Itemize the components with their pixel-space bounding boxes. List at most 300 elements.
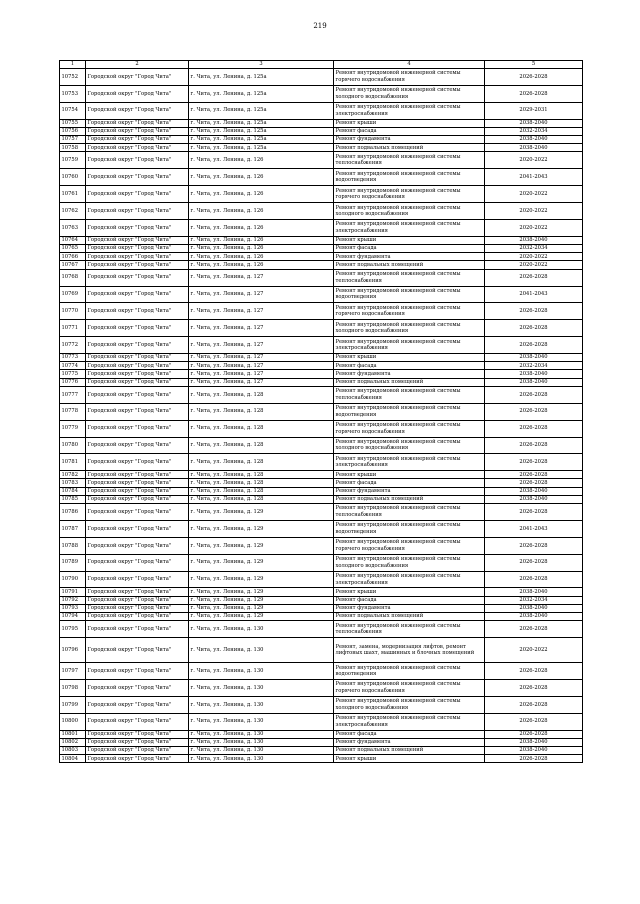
period-cell: 2026-2028: [485, 320, 583, 337]
municipality-cell: Городской округ "Город Чита": [86, 69, 189, 86]
row-number-cell: 10768: [60, 269, 86, 286]
work-type-cell: Ремонт крыши: [334, 236, 485, 244]
work-type-cell: Ремонт внутридомовой инженерной системы водоотведения: [334, 520, 485, 537]
table-row: [60, 245, 583, 253]
row-number-cell: 10766: [60, 253, 86, 261]
row-number-cell: 10760: [60, 169, 86, 186]
table-row: [60, 554, 583, 571]
address-cell: г. Чита, ул. Ленина, д. 125а: [189, 69, 334, 86]
work-type-cell: Ремонт внутридомовой инженерной системы электроснабжения: [334, 102, 485, 119]
period-cell: 2026-2028: [485, 663, 583, 680]
address-cell: г. Чита, ул. Ленина, д. 129: [189, 571, 334, 588]
period-cell: 2038-2040: [485, 378, 583, 386]
address-cell: г. Чита, ул. Ленина, д. 125а: [189, 85, 334, 102]
municipality-cell: Городской округ "Город Чита": [86, 504, 189, 521]
address-cell: г. Чита, ул. Ленина, д. 126: [189, 169, 334, 186]
table-row: [60, 236, 583, 244]
header-row: [60, 61, 583, 69]
row-number-cell: 10802: [60, 738, 86, 746]
table-row: [60, 755, 583, 763]
table-row: [60, 604, 583, 612]
work-type-cell: Ремонт внутридомовой инженерной системы холодного водоснабжения: [334, 437, 485, 454]
row-number-cell: 10790: [60, 571, 86, 588]
row-number-cell: 10754: [60, 102, 86, 119]
row-number-cell: 10765: [60, 245, 86, 253]
row-number-cell: 10796: [60, 638, 86, 663]
period-cell: 2038-2040: [485, 354, 583, 362]
table-row: [60, 386, 583, 403]
period-cell: 2038-2040: [485, 613, 583, 621]
address-cell: г. Чита, ул. Ленина, д. 126: [189, 236, 334, 244]
period-cell: 2032-2034: [485, 245, 583, 253]
table-row: [60, 320, 583, 337]
municipality-cell: Городской округ "Город Чита": [86, 152, 189, 169]
column-header: 5: [485, 61, 583, 69]
row-number-cell: 10788: [60, 537, 86, 554]
row-number-cell: 10778: [60, 403, 86, 420]
row-number-cell: 10757: [60, 136, 86, 144]
row-number-cell: 10752: [60, 69, 86, 86]
work-type-cell: Ремонт внутридомовой инженерной системы горячего водоснабжения: [334, 420, 485, 437]
municipality-cell: Городской округ "Город Чита": [86, 479, 189, 487]
table-row: [60, 303, 583, 320]
period-cell: 2020-2022: [485, 638, 583, 663]
municipality-cell: Городской округ "Город Чита": [86, 354, 189, 362]
period-cell: 2032-2034: [485, 127, 583, 135]
address-cell: г. Чита, ул. Ленина, д. 130: [189, 680, 334, 697]
address-cell: г. Чита, ул. Ленина, д. 130: [189, 738, 334, 746]
work-type-cell: Ремонт подвальных помещений: [334, 378, 485, 386]
period-cell: 2041-2043: [485, 286, 583, 303]
work-type-cell: Ремонт фундамента: [334, 253, 485, 261]
municipality-cell: Городской округ "Город Чита": [86, 136, 189, 144]
period-cell: 2038-2040: [485, 236, 583, 244]
municipality-cell: Городской округ "Город Чита": [86, 638, 189, 663]
address-cell: г. Чита, ул. Ленина, д. 125а: [189, 119, 334, 127]
municipality-cell: Городской округ "Город Чита": [86, 713, 189, 730]
table-row: [60, 621, 583, 638]
row-number-cell: 10786: [60, 504, 86, 521]
table-row: [60, 613, 583, 621]
work-type-cell: Ремонт фундамента: [334, 738, 485, 746]
table-row: [60, 186, 583, 203]
period-cell: 2041-2043: [485, 169, 583, 186]
row-number-cell: 10771: [60, 320, 86, 337]
period-cell: 2038-2040: [485, 119, 583, 127]
address-cell: г. Чита, ул. Ленина, д. 126: [189, 186, 334, 203]
work-type-cell: Ремонт фасада: [334, 730, 485, 738]
work-type-cell: Ремонт внутридомовой инженерной системы горячего водоснабжения: [334, 680, 485, 697]
work-type-cell: Ремонт крыши: [334, 471, 485, 479]
address-cell: г. Чита, ул. Ленина, д. 127: [189, 370, 334, 378]
row-number-cell: 10779: [60, 420, 86, 437]
work-type-cell: Ремонт внутридомовой инженерной системы холодного водоснабжения: [334, 696, 485, 713]
municipality-cell: Городской округ "Город Чита": [86, 119, 189, 127]
table-row: [60, 337, 583, 354]
municipality-cell: Городской округ "Город Чита": [86, 286, 189, 303]
work-type-cell: Ремонт внутридомовой инженерной системы холодного водоснабжения: [334, 85, 485, 102]
period-cell: 2041-2043: [485, 520, 583, 537]
table-row: [60, 403, 583, 420]
municipality-cell: Городской округ "Город Чита": [86, 261, 189, 269]
municipality-cell: Городской округ "Город Чита": [86, 303, 189, 320]
period-cell: 2020-2022: [485, 152, 583, 169]
address-cell: г. Чита, ул. Ленина, д. 129: [189, 596, 334, 604]
table-row: [60, 144, 583, 152]
row-number-cell: 10770: [60, 303, 86, 320]
row-number-cell: 10769: [60, 286, 86, 303]
table-row: [60, 504, 583, 521]
address-cell: г. Чита, ул. Ленина, д. 130: [189, 638, 334, 663]
address-cell: г. Чита, ул. Ленина, д. 129: [189, 554, 334, 571]
municipality-cell: Городской округ "Город Чита": [86, 755, 189, 763]
work-type-cell: Ремонт внутридомовой инженерной системы теплоснабжения: [334, 269, 485, 286]
work-type-cell: Ремонт внутридомовой инженерной системы горячего водоснабжения: [334, 303, 485, 320]
municipality-cell: Городской округ "Город Чита": [86, 253, 189, 261]
period-cell: 2038-2040: [485, 370, 583, 378]
work-type-cell: Ремонт фасада: [334, 362, 485, 370]
row-number-cell: 10759: [60, 152, 86, 169]
municipality-cell: Городской округ "Город Чита": [86, 747, 189, 755]
address-cell: г. Чита, ул. Ленина, д. 128: [189, 479, 334, 487]
table-row: [60, 437, 583, 454]
table-row: [60, 203, 583, 220]
period-cell: 2026-2028: [485, 454, 583, 471]
address-cell: г. Чита, ул. Ленина, д. 128: [189, 386, 334, 403]
municipality-cell: Городской округ "Город Чита": [86, 571, 189, 588]
municipality-cell: Городской округ "Город Чита": [86, 495, 189, 503]
table-row: [60, 85, 583, 102]
row-number-cell: 10762: [60, 203, 86, 220]
municipality-cell: Городской округ "Город Чита": [86, 613, 189, 621]
row-number-cell: 10799: [60, 696, 86, 713]
row-number-cell: 10803: [60, 747, 86, 755]
address-cell: г. Чита, ул. Ленина, д. 127: [189, 354, 334, 362]
work-type-cell: Ремонт внутридомовой инженерной системы горячего водоснабжения: [334, 69, 485, 86]
row-number-cell: 10789: [60, 554, 86, 571]
period-cell: 2038-2040: [485, 136, 583, 144]
table-row: [60, 747, 583, 755]
municipality-cell: Городской округ "Город Чита": [86, 696, 189, 713]
row-number-cell: 10753: [60, 85, 86, 102]
address-cell: г. Чита, ул. Ленина, д. 126: [189, 152, 334, 169]
work-type-cell: Ремонт подвальных помещений: [334, 261, 485, 269]
address-cell: г. Чита, ул. Ленина, д. 130: [189, 713, 334, 730]
period-cell: 2026-2028: [485, 420, 583, 437]
row-number-cell: 10782: [60, 471, 86, 479]
work-type-cell: Ремонт внутридомовой инженерной системы горячего водоснабжения: [334, 186, 485, 203]
work-type-cell: Ремонт внутридомовой инженерной системы теплоснабжения: [334, 386, 485, 403]
municipality-cell: Городской округ "Город Чита": [86, 203, 189, 220]
work-type-cell: Ремонт внутридомовой инженерной системы холодного водоснабжения: [334, 320, 485, 337]
period-cell: 2026-2028: [485, 554, 583, 571]
row-number-cell: 10801: [60, 730, 86, 738]
work-type-cell: Ремонт крыши: [334, 588, 485, 596]
row-number-cell: 10793: [60, 604, 86, 612]
table-row: [60, 362, 583, 370]
work-type-cell: Ремонт внутридомовой инженерной системы электроснабжения: [334, 337, 485, 354]
row-number-cell: 10800: [60, 713, 86, 730]
municipality-cell: Городской округ "Город Чита": [86, 471, 189, 479]
municipality-cell: Городской округ "Город Чита": [86, 604, 189, 612]
table-row: [60, 696, 583, 713]
row-number-cell: 10776: [60, 378, 86, 386]
row-number-cell: 10773: [60, 354, 86, 362]
period-cell: 2026-2028: [485, 755, 583, 763]
table-row: [60, 286, 583, 303]
work-type-cell: Ремонт внутридомовой инженерной системы водоотведения: [334, 663, 485, 680]
work-type-cell: Ремонт внутридомовой инженерной системы водоотведения: [334, 286, 485, 303]
address-cell: г. Чита, ул. Ленина, д. 130: [189, 663, 334, 680]
column-header: 1: [60, 61, 86, 69]
work-type-cell: Ремонт фасада: [334, 245, 485, 253]
period-cell: 2038-2040: [485, 747, 583, 755]
table-row: [60, 269, 583, 286]
municipality-cell: Городской округ "Город Чита": [86, 663, 189, 680]
address-cell: г. Чита, ул. Ленина, д. 128: [189, 487, 334, 495]
address-cell: г. Чита, ул. Ленина, д. 127: [189, 320, 334, 337]
municipality-cell: Городской округ "Город Чита": [86, 320, 189, 337]
period-cell: 2020-2022: [485, 261, 583, 269]
municipality-cell: Городской округ "Город Чита": [86, 554, 189, 571]
municipality-cell: Городской округ "Город Чита": [86, 127, 189, 135]
municipality-cell: Городской округ "Город Чита": [86, 454, 189, 471]
period-cell: 2038-2040: [485, 487, 583, 495]
address-cell: г. Чита, ул. Ленина, д. 127: [189, 303, 334, 320]
address-cell: г. Чита, ул. Ленина, д. 125а: [189, 136, 334, 144]
address-cell: г. Чита, ул. Ленина, д. 130: [189, 730, 334, 738]
work-type-cell: Ремонт внутридомовой инженерной системы электроснабжения: [334, 571, 485, 588]
period-cell: 2032-2034: [485, 596, 583, 604]
repair-schedule-table: [59, 60, 583, 763]
page-number: 219: [313, 22, 327, 30]
work-type-cell: Ремонт подвальных помещений: [334, 495, 485, 503]
municipality-cell: Городской округ "Город Чита": [86, 738, 189, 746]
address-cell: г. Чита, ул. Ленина, д. 127: [189, 269, 334, 286]
row-number-cell: 10792: [60, 596, 86, 604]
address-cell: г. Чита, ул. Ленина, д. 125а: [189, 127, 334, 135]
row-number-cell: 10772: [60, 337, 86, 354]
row-number-cell: 10774: [60, 362, 86, 370]
municipality-cell: Городской округ "Город Чита": [86, 144, 189, 152]
period-cell: 2026-2028: [485, 713, 583, 730]
municipality-cell: Городской округ "Город Чита": [86, 219, 189, 236]
address-cell: г. Чита, ул. Ленина, д. 127: [189, 378, 334, 386]
table-row: [60, 487, 583, 495]
row-number-cell: 10780: [60, 437, 86, 454]
table-row: [60, 253, 583, 261]
period-cell: 2038-2040: [485, 588, 583, 596]
table-row: [60, 596, 583, 604]
period-cell: 2026-2028: [485, 85, 583, 102]
period-cell: 2026-2028: [485, 403, 583, 420]
work-type-cell: Ремонт крыши: [334, 354, 485, 362]
row-number-cell: 10755: [60, 119, 86, 127]
municipality-cell: Городской округ "Город Чита": [86, 269, 189, 286]
table-row: [60, 370, 583, 378]
work-type-cell: Ремонт внутридомовой инженерной системы теплоснабжения: [334, 621, 485, 638]
table-row: [60, 219, 583, 236]
municipality-cell: Городской округ "Город Чита": [86, 730, 189, 738]
row-number-cell: 10804: [60, 755, 86, 763]
address-cell: г. Чита, ул. Ленина, д. 130: [189, 755, 334, 763]
municipality-cell: Городской округ "Город Чита": [86, 85, 189, 102]
address-cell: г. Чита, ул. Ленина, д. 129: [189, 588, 334, 596]
period-cell: 2026-2028: [485, 337, 583, 354]
address-cell: г. Чита, ул. Ленина, д. 126: [189, 253, 334, 261]
column-header: 2: [86, 61, 189, 69]
municipality-cell: Городской округ "Город Чита": [86, 386, 189, 403]
municipality-cell: Городской округ "Город Чита": [86, 403, 189, 420]
table-row: [60, 454, 583, 471]
municipality-cell: Городской округ "Город Чита": [86, 520, 189, 537]
municipality-cell: Городской округ "Город Чита": [86, 245, 189, 253]
period-cell: 2026-2028: [485, 303, 583, 320]
period-cell: 2020-2022: [485, 219, 583, 236]
work-type-cell: Ремонт подвальных помещений: [334, 144, 485, 152]
work-type-cell: Ремонт внутридомовой инженерной системы электроснабжения: [334, 219, 485, 236]
row-number-cell: 10756: [60, 127, 86, 135]
period-cell: 2038-2040: [485, 144, 583, 152]
address-cell: г. Чита, ул. Ленина, д. 125а: [189, 102, 334, 119]
period-cell: 2032-2034: [485, 362, 583, 370]
municipality-cell: Городской округ "Город Чита": [86, 337, 189, 354]
work-type-cell: Ремонт подвальных помещений: [334, 747, 485, 755]
period-cell: 2020-2022: [485, 253, 583, 261]
municipality-cell: Городской округ "Город Чита": [86, 588, 189, 596]
municipality-cell: Городской округ "Город Чита": [86, 420, 189, 437]
row-number-cell: 10763: [60, 219, 86, 236]
work-type-cell: Ремонт фундамента: [334, 604, 485, 612]
work-type-cell: Ремонт крыши: [334, 119, 485, 127]
period-cell: 2026-2028: [485, 269, 583, 286]
work-type-cell: Ремонт фундамента: [334, 487, 485, 495]
table-row: [60, 680, 583, 697]
work-type-cell: Ремонт фундамента: [334, 136, 485, 144]
address-cell: г. Чита, ул. Ленина, д. 126: [189, 219, 334, 236]
work-type-cell: Ремонт внутридомовой инженерной системы теплоснабжения: [334, 504, 485, 521]
address-cell: г. Чита, ул. Ленина, д. 126: [189, 261, 334, 269]
row-number-cell: 10785: [60, 495, 86, 503]
row-number-cell: 10777: [60, 386, 86, 403]
address-cell: г. Чита, ул. Ленина, д. 128: [189, 495, 334, 503]
table-row: [60, 738, 583, 746]
row-number-cell: 10791: [60, 588, 86, 596]
address-cell: г. Чита, ул. Ленина, д. 128: [189, 420, 334, 437]
period-cell: 2020-2022: [485, 203, 583, 220]
municipality-cell: Городской округ "Город Чита": [86, 102, 189, 119]
row-number-cell: 10783: [60, 479, 86, 487]
municipality-cell: Городской округ "Город Чита": [86, 537, 189, 554]
municipality-cell: Городской округ "Город Чита": [86, 621, 189, 638]
address-cell: г. Чита, ул. Ленина, д. 125а: [189, 144, 334, 152]
work-type-cell: Ремонт фасада: [334, 127, 485, 135]
row-number-cell: 10787: [60, 520, 86, 537]
period-cell: 2029-2031: [485, 102, 583, 119]
table-row: [60, 663, 583, 680]
row-number-cell: 10798: [60, 680, 86, 697]
work-type-cell: Ремонт внутридомовой инженерной системы горячего водоснабжения: [334, 537, 485, 554]
column-header: 3: [189, 61, 334, 69]
municipality-cell: Городской округ "Город Чита": [86, 186, 189, 203]
address-cell: г. Чита, ул. Ленина, д. 126: [189, 245, 334, 253]
work-type-cell: Ремонт внутридомовой инженерной системы электроснабжения: [334, 713, 485, 730]
period-cell: 2026-2028: [485, 621, 583, 638]
municipality-cell: Городской округ "Город Чита": [86, 362, 189, 370]
column-header: 4: [334, 61, 485, 69]
work-type-cell: Ремонт, замена, модернизация лифтов, ремонт лифтовых шахт, машинных и блочных помещений: [334, 638, 485, 663]
municipality-cell: Городской округ "Город Чита": [86, 680, 189, 697]
work-type-cell: Ремонт фасада: [334, 479, 485, 487]
period-cell: 2026-2028: [485, 504, 583, 521]
table-row: [60, 713, 583, 730]
address-cell: г. Чита, ул. Ленина, д. 130: [189, 621, 334, 638]
table-row: [60, 471, 583, 479]
row-number-cell: 10758: [60, 144, 86, 152]
period-cell: 2038-2040: [485, 738, 583, 746]
work-type-cell: Ремонт подвальных помещений: [334, 613, 485, 621]
address-cell: г. Чита, ул. Ленина, д. 127: [189, 362, 334, 370]
address-cell: г. Чита, ул. Ленина, д. 130: [189, 696, 334, 713]
work-type-cell: Ремонт внутридомовой инженерной системы водоотведения: [334, 403, 485, 420]
table-row: [60, 354, 583, 362]
municipality-cell: Городской округ "Город Чита": [86, 370, 189, 378]
table-row: [60, 136, 583, 144]
table-row: [60, 102, 583, 119]
row-number-cell: 10794: [60, 613, 86, 621]
address-cell: г. Чита, ул. Ленина, д. 126: [189, 203, 334, 220]
work-type-cell: Ремонт фасада: [334, 596, 485, 604]
address-cell: г. Чита, ул. Ленина, д. 128: [189, 437, 334, 454]
period-cell: 2026-2028: [485, 571, 583, 588]
municipality-cell: Городской округ "Город Чита": [86, 169, 189, 186]
municipality-cell: Городской округ "Город Чита": [86, 236, 189, 244]
period-cell: 2026-2028: [485, 386, 583, 403]
period-cell: 2026-2028: [485, 730, 583, 738]
table-row: [60, 169, 583, 186]
work-type-cell: Ремонт внутридомовой инженерной системы водоотведения: [334, 169, 485, 186]
period-cell: 2026-2028: [485, 680, 583, 697]
row-number-cell: 10761: [60, 186, 86, 203]
work-type-cell: Ремонт внутридомовой инженерной системы холодного водоснабжения: [334, 554, 485, 571]
table-row: [60, 495, 583, 503]
row-number-cell: 10775: [60, 370, 86, 378]
row-number-cell: 10784: [60, 487, 86, 495]
table-row: [60, 127, 583, 135]
period-cell: 2020-2022: [485, 186, 583, 203]
address-cell: г. Чита, ул. Ленина, д. 128: [189, 403, 334, 420]
address-cell: г. Чита, ул. Ленина, д. 130: [189, 747, 334, 755]
table-row: [60, 378, 583, 386]
table-row: [60, 537, 583, 554]
period-cell: 2026-2028: [485, 696, 583, 713]
municipality-cell: Городской округ "Город Чита": [86, 596, 189, 604]
table-row: [60, 119, 583, 127]
period-cell: 2038-2040: [485, 495, 583, 503]
table-row: [60, 152, 583, 169]
table-row: [60, 730, 583, 738]
address-cell: г. Чита, ул. Ленина, д. 127: [189, 337, 334, 354]
row-number-cell: 10781: [60, 454, 86, 471]
address-cell: г. Чита, ул. Ленина, д. 127: [189, 286, 334, 303]
period-cell: 2026-2028: [485, 437, 583, 454]
table-row: [60, 520, 583, 537]
address-cell: г. Чита, ул. Ленина, д. 129: [189, 604, 334, 612]
table-row: [60, 420, 583, 437]
work-type-cell: Ремонт внутридомовой инженерной системы холодного водоснабжения: [334, 203, 485, 220]
address-cell: г. Чита, ул. Ленина, д. 128: [189, 471, 334, 479]
work-type-cell: Ремонт внутридомовой инженерной системы теплоснабжения: [334, 152, 485, 169]
